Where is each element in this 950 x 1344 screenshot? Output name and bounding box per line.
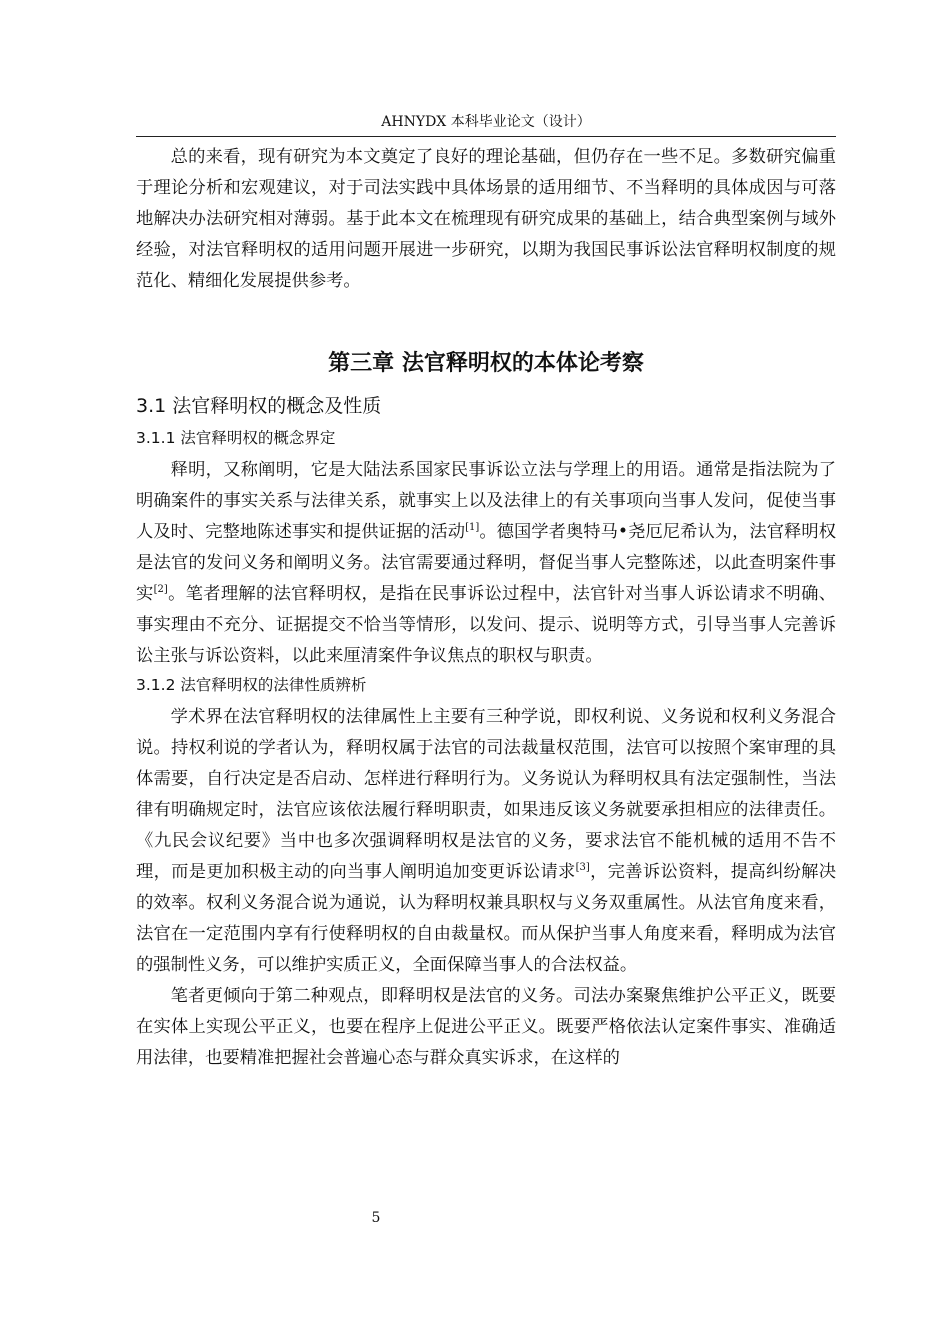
page-number: 5 xyxy=(371,1210,381,1226)
text-run: 学术界在法官释明权的法律属性上主要有三种学说，即权利说、义务说和权利义务混合说。持权利说的学者认为，释明权属于法官的司法裁量权范围，法官可以按照个案审理的具体需要，自行决定是否启动、怎样进行释明行为。义务说认为释明权具有法定强制性，当法律有明确规定时，法官应该依法履行释明职责，如果违反该义务就要承担相应的法律责任。《九民会议纪要》当中也多次强调释明权是法官的义务，要求法官不能机械的适用不告不理，而是更加积极主动的向当事人阐明追加变更诉讼请求 xyxy=(136,707,836,882)
running-header: AHNYDX 本科毕业论文（设计） xyxy=(381,114,591,130)
text-run: 。德国学者奥特马•尧厄尼希认为，法官释明权是法官的发问义务和阐明义务。法官需要通过释明，督促当事人完整陈述，以此查明案件事实 xyxy=(136,522,836,604)
citation-marker: [1] xyxy=(465,522,480,534)
citation-marker: [2] xyxy=(153,584,168,596)
header-rule xyxy=(136,136,836,137)
section-heading-3-1-1: 3.1.1 法官释明权的概念界定 xyxy=(136,429,336,447)
paragraph-author-view: 笔者更倾向于第二种观点，即释明权是法官的义务。司法办案聚焦维护公平正义，既要在实体上实现公平正义，也要在程序上促进公平正义。既要严格依法认定案件事实、准确适用法律，也要精准把握社会普遍心态与群众真实诉求，在这样的 xyxy=(136,986,836,1068)
paragraph-legal-nature xyxy=(136,702,836,981)
text-run: 释明，又称阐明，它是大陆法系国家民事诉讼立法与学理上的用语。通常是指法院为了明确案件的事实关系与法律关系，就事实上以及法律上的有关事项向当事人发问，促使当事人及时、完整地陈述事实和提供证据的活动 xyxy=(136,460,836,542)
text-run: 。笔者理解的法官释明权，是指在民事诉讼过程中，法官针对当事人诉讼请求不明确、事实理由不充分、证据提交不恰当等情形，以发问、提示、说明等方式，引导当事人完善诉讼主张与诉讼资料，以此来厘清案件争议焦点的职权与职责。 xyxy=(136,584,836,666)
paragraph-concept-definition xyxy=(136,455,836,672)
intro-paragraph: 总的来看，现有研究为本文奠定了良好的理论基础，但仍存在一些不足。多数研究偏重于理论分析和宏观建议，对于司法实践中具体场景的适用细节、不当释明的具体成因与可落地解决办法研究相对薄弱。基于此本文在梳理现有研究成果的基础上，结合典型案例与域外经验，对法官释明权的适用问题开展进一步研究，以期为我国民事诉讼法官释明权制度的规范化、精细化发展提供参考。 xyxy=(136,147,836,291)
section-heading-3-1-2: 3.1.2 法官释明权的法律性质辨析 xyxy=(136,676,367,694)
chapter-title: 第三章 法官释明权的本体论考察 xyxy=(328,351,644,376)
citation-marker: [3] xyxy=(575,862,590,874)
text-run: ，完善诉讼资料，提高纠纷解决的效率。权利义务混合说为通说，认为释明权兼具职权与义务双重属性。从法官角度来看，法官在一定范围内享有行使释明权的自由裁量权。而从保护当事人角度来看，释明成为法官的强制性义务，可以维护实质正义，全面保障当事人的合法权益。 xyxy=(136,862,836,975)
section-heading-3-1: 3.1 法官释明权的概念及性质 xyxy=(136,395,382,417)
page-body xyxy=(136,142,836,1074)
